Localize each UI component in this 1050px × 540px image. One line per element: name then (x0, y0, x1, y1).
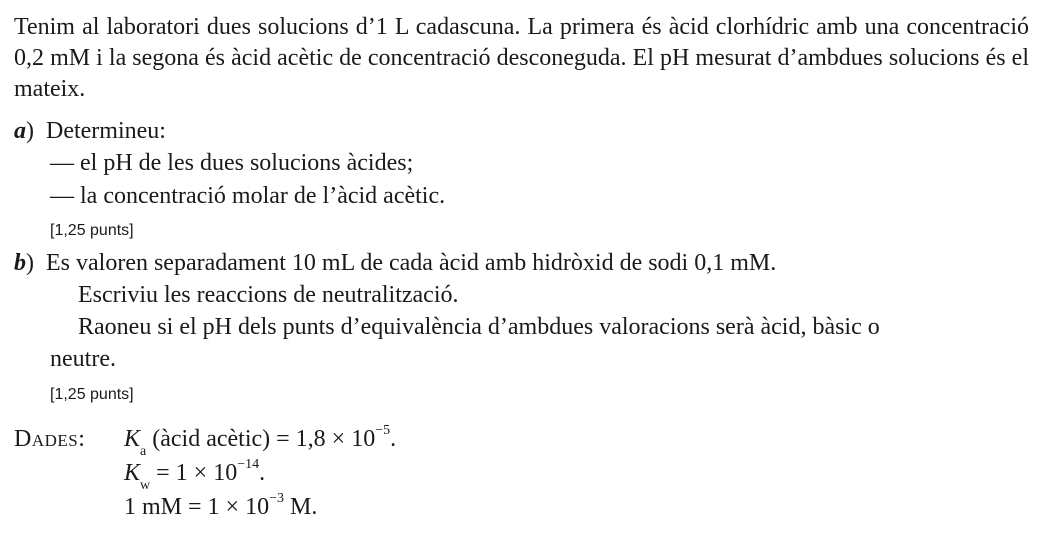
part-b-line-4: neutre. (50, 346, 116, 372)
ka-subscript: a (140, 444, 147, 459)
part-a-title: Determineu: (46, 118, 166, 144)
mm-text-pre: 1 mM = 1 × 10 (124, 494, 270, 520)
part-b-label: b (14, 250, 26, 276)
kw-exponent: −14 (237, 457, 260, 472)
intro-paragraph: Tenim al laboratori dues solucions d’1 L cadascuna. La primera és àcid clorhídric amb una concentració 0,2 mM i la segona és àcid acètic de concentració desconeguda. El pH mesurat d’ambdues solucions és el mateix. (14, 14, 1029, 102)
part-a-heading (14, 118, 166, 145)
part-b-line-3: Raoneu si el pH dels punts d’equivalència d’ambdues valoracions serà àcid, bàsic o (78, 314, 880, 340)
part-a-points: [1,25 punts] (50, 222, 134, 239)
millimolar-conversion (124, 491, 318, 521)
part-a-label: a (14, 118, 26, 144)
ka-symbol: K (124, 426, 141, 452)
part-b-line-1: Es valoren separadament 10 mL de cada àcid amb hidròxid de sodi 0,1 mM. (46, 250, 777, 276)
part-a-paren: ) (26, 118, 34, 144)
ka-text: (àcid acètic) = 1,8 × 10 (146, 426, 376, 452)
kw-subscript: w (140, 478, 151, 493)
mm-text-post: M. (283, 494, 318, 520)
ka-exponent: −5 (375, 423, 391, 438)
part-b-line-2: Escriviu les reaccions de neutralització. (78, 282, 459, 308)
dades-label: Dades: (14, 426, 86, 452)
ka-end: . (390, 426, 397, 452)
kw-end: . (259, 460, 266, 486)
part-a-item-1: — el pH de les dues solucions àcides; (50, 150, 414, 176)
part-b-paren: ) (26, 250, 34, 276)
ka-constant (124, 423, 397, 459)
kw-text: = 1 × 10 (150, 460, 238, 486)
part-b-heading (14, 250, 776, 277)
part-b-points: [1,25 punts] (50, 386, 134, 403)
kw-constant (124, 457, 266, 493)
kw-symbol: K (124, 460, 141, 486)
mm-exponent: −3 (269, 491, 284, 506)
part-a-item-2: — la concentració molar de l’àcid acètic. (50, 183, 446, 209)
